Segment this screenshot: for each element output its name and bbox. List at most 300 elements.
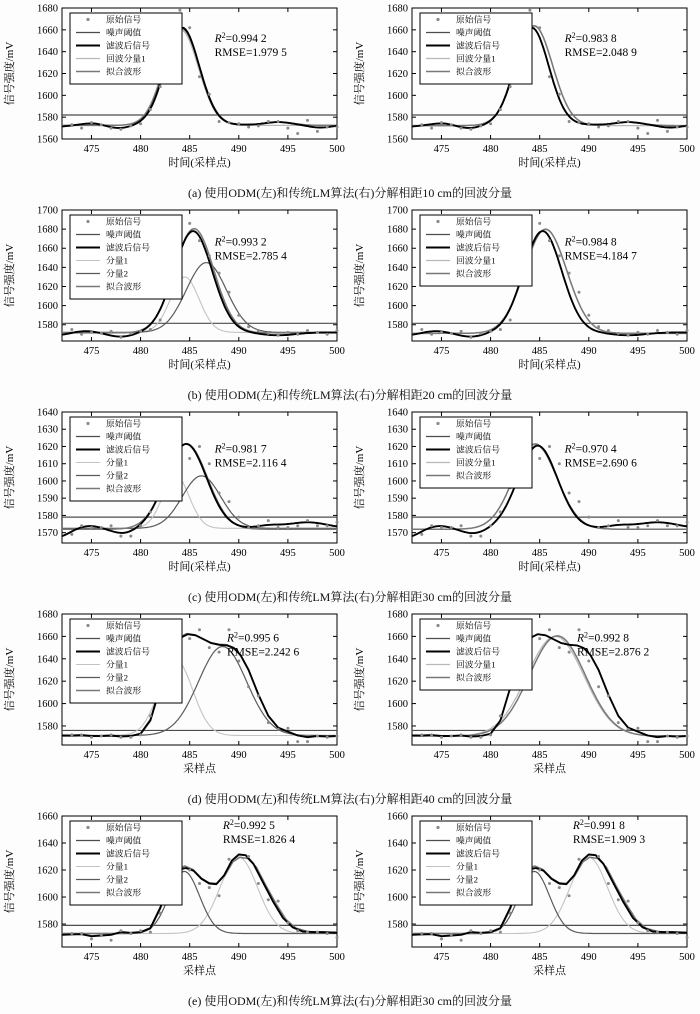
y-tick-label: 1640 xyxy=(387,407,408,419)
panel-c-right xyxy=(350,406,700,588)
scatter-point xyxy=(306,329,309,332)
x-tick-label: 490 xyxy=(230,346,247,357)
panel-d-left xyxy=(0,608,350,790)
y-tick-label: 1620 xyxy=(37,69,58,80)
legend xyxy=(70,215,182,299)
r-squared-annotation: $R^2=0.991$ 8 xyxy=(572,818,625,833)
scatter-point xyxy=(208,646,211,649)
scatter-point xyxy=(420,123,423,126)
y-tick-label: 1610 xyxy=(37,459,58,471)
legend xyxy=(70,417,182,501)
legend-label-fitted: 拟合波形 xyxy=(456,470,492,481)
y-tick-label: 1580 xyxy=(387,510,408,522)
legend xyxy=(420,13,532,84)
scatter-point xyxy=(548,628,551,631)
legend-label-comp1: 分量1 xyxy=(456,861,478,872)
y-tick-label: 1640 xyxy=(387,262,408,274)
y-tick-label: 1600 xyxy=(387,699,408,711)
y-tick-label: 1660 xyxy=(37,243,58,255)
scatter-point xyxy=(430,127,433,130)
scatter-point xyxy=(198,882,201,885)
scatter-point xyxy=(100,933,103,936)
x-tick-label: 485 xyxy=(181,750,198,761)
x-tick-label: 490 xyxy=(230,548,247,559)
scatter-point xyxy=(666,524,669,527)
scatter-point xyxy=(218,651,221,654)
legend-marker-original xyxy=(86,18,89,21)
scatter-point xyxy=(420,533,423,536)
scatter-point xyxy=(247,526,250,529)
scatter-point xyxy=(499,328,502,331)
y-tick-label: 1600 xyxy=(37,476,58,488)
scatter-point xyxy=(80,524,83,527)
scatter-point xyxy=(100,735,103,738)
x-tick-label: 475 xyxy=(83,750,100,761)
x-tick-label: 490 xyxy=(230,952,247,963)
y-tick-label: 1640 xyxy=(387,47,408,59)
legend-label-original: 原始信号 xyxy=(106,216,142,227)
scatter-point xyxy=(336,735,339,738)
panel-e-left xyxy=(0,810,350,992)
x-tick-label: 495 xyxy=(630,548,646,559)
y-tick-label: 1620 xyxy=(37,281,58,293)
scatter-point xyxy=(499,108,502,111)
legend-label-threshold: 噪声阈值 xyxy=(106,27,142,38)
x-tick-label: 495 xyxy=(280,750,296,761)
scatter-point xyxy=(247,325,250,328)
scatter-point xyxy=(607,124,610,127)
r-squared-annotation: $R^2=0.970$ 4 xyxy=(564,441,617,456)
scatter-point xyxy=(149,328,152,331)
y-tick-label: 1580 xyxy=(37,721,58,733)
scatter-point xyxy=(558,462,561,465)
legend-label-fitted: 拟合波形 xyxy=(106,483,142,494)
legend-label-fitted: 拟合波形 xyxy=(456,672,492,683)
y-tick-label: 1630 xyxy=(387,424,408,436)
scatter-point xyxy=(100,123,103,126)
scatter-point xyxy=(597,126,600,129)
x-tick-label: 475 xyxy=(83,144,100,155)
x-tick-label: 480 xyxy=(132,750,149,761)
rmse-annotation: RMSE=2.690 6 xyxy=(564,457,637,470)
rmse-annotation: RMSE=4.184 7 xyxy=(564,250,637,263)
legend-marker-original xyxy=(436,220,439,223)
scatter-point xyxy=(110,524,113,527)
y-tick-label: 1660 xyxy=(37,631,58,643)
scatter-point xyxy=(538,637,541,640)
scatter-point xyxy=(568,120,571,123)
legend-label-original: 原始信号 xyxy=(106,14,142,25)
legend-label-fitted: 拟合波形 xyxy=(106,281,142,292)
y-tick-label: 1660 xyxy=(37,811,58,823)
y-tick-label: 1580 xyxy=(387,112,408,124)
scatter-point xyxy=(306,740,309,743)
scatter-point xyxy=(257,694,260,697)
scatter-point xyxy=(607,329,610,332)
scatter-point xyxy=(316,735,319,738)
legend-label-echo1: 回波分量1 xyxy=(456,457,496,468)
scatter-point xyxy=(198,628,201,631)
legend-label-comp1: 分量1 xyxy=(106,457,128,468)
x-axis-label: 采样点 xyxy=(533,965,566,977)
scatter-point xyxy=(80,733,83,736)
scatter-point xyxy=(607,694,610,697)
x-tick-label: 490 xyxy=(230,144,247,155)
legend-label-filtered: 滤波后信号 xyxy=(106,242,150,253)
scatter-point xyxy=(538,457,541,460)
rmse-annotation: RMSE=2.242 6 xyxy=(227,646,300,659)
scatter-point xyxy=(336,329,339,332)
y-tick-label: 1600 xyxy=(37,301,58,313)
x-tick-label: 475 xyxy=(433,346,450,357)
x-tick-label: 475 xyxy=(433,144,450,155)
scatter-point xyxy=(159,319,162,322)
scatter-point xyxy=(548,445,551,448)
x-tick-label: 500 xyxy=(329,144,345,155)
scatter-point xyxy=(208,462,211,465)
scatter-point xyxy=(80,127,83,130)
legend-marker-original xyxy=(436,422,439,425)
scatter-point xyxy=(149,108,152,111)
r-squared-annotation: $R^2=0.992$ 8 xyxy=(577,630,630,645)
scatter-point xyxy=(499,931,502,934)
legend-label-original: 原始信号 xyxy=(106,418,142,429)
y-tick-label: 1570 xyxy=(37,528,58,540)
scatter-point xyxy=(70,328,73,331)
scatter-point xyxy=(489,122,492,125)
scatter-point xyxy=(306,519,309,522)
scatter-point xyxy=(159,912,162,915)
scatter-point xyxy=(617,332,620,335)
scatter-point xyxy=(469,736,472,739)
x-tick-label: 480 xyxy=(482,144,499,155)
y-tick-label: 1640 xyxy=(37,838,58,850)
scatter-point xyxy=(686,126,689,129)
x-tick-label: 495 xyxy=(280,346,296,357)
legend-label-comp1: 分量1 xyxy=(106,255,128,266)
x-tick-label: 485 xyxy=(531,750,548,761)
scatter-point xyxy=(296,524,299,527)
scatter-point xyxy=(450,332,453,335)
scatter-point xyxy=(306,931,309,934)
y-tick-label: 1580 xyxy=(37,112,58,124)
scatter-point xyxy=(538,26,541,29)
legend-label-filtered: 滤波后信号 xyxy=(456,848,500,859)
y-tick-label: 1620 xyxy=(387,69,408,80)
scatter-point xyxy=(686,521,689,524)
x-tick-label: 490 xyxy=(580,750,597,761)
x-tick-label: 490 xyxy=(580,144,597,155)
x-tick-label: 475 xyxy=(83,346,100,357)
scatter-point xyxy=(469,929,472,932)
scatter-point xyxy=(568,651,571,654)
scatter-point xyxy=(208,254,211,257)
scatter-point xyxy=(499,714,502,717)
scatter-point xyxy=(208,886,211,889)
scatter-point xyxy=(188,869,191,872)
caption-e: (e) 使用ODM(左)和传统LM算法(右)分解相距30 cm的回波分量 xyxy=(188,994,512,1008)
scatter-point xyxy=(440,121,443,124)
scatter-point xyxy=(430,333,433,336)
scatter-point xyxy=(656,329,659,332)
scatter-point xyxy=(336,521,339,524)
scatter-point xyxy=(110,330,113,333)
legend xyxy=(420,821,532,905)
scatter-point xyxy=(646,929,649,932)
scatter-point xyxy=(277,120,280,123)
x-tick-label: 485 xyxy=(531,346,548,357)
scatter-point xyxy=(188,457,191,460)
scatter-point xyxy=(440,736,443,739)
scatter-point xyxy=(430,733,433,736)
y-tick-label: 1680 xyxy=(37,224,58,236)
scatter-point xyxy=(578,500,581,503)
r-squared-annotation: $R^2=0.984$ 8 xyxy=(564,234,617,249)
scatter-point xyxy=(597,325,600,328)
legend-label-fitted: 拟合波形 xyxy=(456,268,492,279)
x-tick-label: 485 xyxy=(531,144,548,155)
legend-label-threshold: 噪声阈值 xyxy=(106,431,142,442)
rmse-annotation: RMSE=1.979 5 xyxy=(214,47,287,60)
scatter-point xyxy=(90,736,93,739)
panel-b-right xyxy=(350,204,700,386)
x-tick-label: 480 xyxy=(132,952,149,963)
scatter-point xyxy=(237,660,240,663)
legend-label-comp2: 分量2 xyxy=(456,874,478,885)
scatter-point xyxy=(139,524,142,527)
x-tick-label: 490 xyxy=(580,952,597,963)
scatter-point xyxy=(430,524,433,527)
y-tick-label: 1700 xyxy=(37,205,58,217)
scatter-point xyxy=(587,660,590,663)
scatter-point xyxy=(499,511,502,514)
scatter-point xyxy=(296,929,299,932)
scatter-point xyxy=(686,329,689,332)
scatter-point xyxy=(509,85,512,88)
y-axis-label: 信号强度/mV xyxy=(4,849,16,914)
x-tick-label: 495 xyxy=(280,952,296,963)
scatter-point xyxy=(420,733,423,736)
legend-label-threshold: 噪声阈值 xyxy=(106,633,142,644)
scatter-point xyxy=(336,936,339,939)
scatter-point xyxy=(336,126,339,129)
scatter-point xyxy=(247,685,250,688)
scatter-point xyxy=(627,728,630,731)
scatter-point xyxy=(257,124,260,127)
scatter-point xyxy=(70,533,73,536)
scatter-point xyxy=(247,855,250,858)
caption-c: (c) 使用ODM(左)和传统LM算法(右)分解相距30 cm的回波分量 xyxy=(188,590,512,604)
scatter-point xyxy=(316,331,319,334)
scatter-point xyxy=(587,314,590,317)
y-axis-label: 信号强度/mV xyxy=(354,41,366,106)
y-tick-label: 1660 xyxy=(387,25,408,37)
scatter-point xyxy=(159,85,162,88)
x-tick-label: 480 xyxy=(482,548,499,559)
x-tick-label: 480 xyxy=(482,346,499,357)
panel-c-left xyxy=(0,406,350,588)
legend-label-comp1: 分量1 xyxy=(106,861,128,872)
y-tick-label: 1610 xyxy=(387,459,408,471)
scatter-point xyxy=(149,714,152,717)
scatter-point xyxy=(119,128,122,131)
legend-label-original: 原始信号 xyxy=(456,14,492,25)
scatter-point xyxy=(100,332,103,335)
scatter-point xyxy=(666,735,669,738)
legend-label-original: 原始信号 xyxy=(456,418,492,429)
scatter-point xyxy=(676,126,679,129)
scatter-point xyxy=(636,331,639,334)
scatter-point xyxy=(489,733,492,736)
scatter-point xyxy=(469,336,472,339)
scatter-point xyxy=(139,330,142,333)
y-axis-label: 信号强度/mV xyxy=(354,647,366,712)
scatter-point xyxy=(149,511,152,514)
scatter-point xyxy=(237,314,240,317)
legend-label-comp2: 分量2 xyxy=(106,470,128,481)
scatter-point xyxy=(286,127,289,130)
scatter-point xyxy=(489,330,492,333)
x-tick-label: 490 xyxy=(580,548,597,559)
x-axis-label: 时间(采样点) xyxy=(168,157,231,169)
y-tick-label: 1640 xyxy=(37,262,58,274)
scatter-point xyxy=(129,535,132,538)
legend-label-comp2: 分量2 xyxy=(106,672,128,683)
legend-label-comp2: 分量2 xyxy=(106,268,128,279)
y-tick-label: 1620 xyxy=(37,676,58,688)
scatter-point xyxy=(218,894,221,897)
y-tick-label: 1620 xyxy=(387,281,408,293)
scatter-point xyxy=(119,336,122,339)
y-tick-label: 1660 xyxy=(37,25,58,37)
scatter-point xyxy=(228,121,231,124)
y-tick-label: 1560 xyxy=(387,134,408,146)
x-tick-label: 475 xyxy=(433,548,450,559)
scatter-point xyxy=(479,124,482,127)
scatter-point xyxy=(558,886,561,889)
scatter-point xyxy=(267,120,270,123)
scatter-point xyxy=(538,869,541,872)
legend xyxy=(70,821,182,905)
scatter-point xyxy=(218,272,221,275)
legend-label-filtered: 滤波后信号 xyxy=(106,40,150,51)
scatter-point xyxy=(460,939,463,942)
y-tick-label: 1580 xyxy=(37,510,58,522)
x-axis-label: 时间(采样点) xyxy=(518,561,581,573)
scatter-point xyxy=(110,127,113,130)
scatter-point xyxy=(627,334,630,337)
legend-label-fitted: 拟合波形 xyxy=(106,685,142,696)
legend-label-original: 原始信号 xyxy=(456,620,492,631)
panel-a-left xyxy=(0,2,350,184)
scatter-point xyxy=(686,735,689,738)
x-tick-label: 475 xyxy=(83,952,100,963)
scatter-point xyxy=(100,526,103,529)
scatter-point xyxy=(119,736,122,739)
x-axis-label: 时间(采样点) xyxy=(168,359,231,371)
scatter-point xyxy=(676,932,679,935)
y-axis-label: 信号强度/mV xyxy=(4,41,16,106)
scatter-point xyxy=(450,526,453,529)
x-tick-label: 495 xyxy=(280,548,296,559)
legend-label-fitted: 拟合波形 xyxy=(106,66,142,77)
scatter-point xyxy=(110,939,113,942)
scatter-point xyxy=(479,332,482,335)
scatter-point xyxy=(460,127,463,130)
scatter-point xyxy=(676,736,679,739)
y-tick-label: 1640 xyxy=(37,407,58,419)
scatter-point xyxy=(607,882,610,885)
scatter-point xyxy=(267,332,270,335)
scatter-point xyxy=(247,126,250,129)
y-tick-label: 1590 xyxy=(387,493,408,505)
scatter-point xyxy=(267,898,270,901)
scatter-point xyxy=(479,736,482,739)
scatter-point xyxy=(420,932,423,935)
y-tick-label: 1640 xyxy=(37,654,58,666)
scatter-point xyxy=(267,519,270,522)
scatter-point xyxy=(548,75,551,78)
scatter-point xyxy=(198,445,201,448)
scatter-point xyxy=(460,733,463,736)
y-tick-label: 1660 xyxy=(387,811,408,823)
scatter-point xyxy=(218,120,221,123)
scatter-point xyxy=(139,929,142,932)
x-tick-label: 490 xyxy=(230,750,247,761)
scatter-point xyxy=(430,932,433,935)
legend-label-echo1: 回波分量1 xyxy=(456,255,496,266)
scatter-point xyxy=(129,124,132,127)
y-tick-label: 1600 xyxy=(37,90,58,102)
scatter-point xyxy=(129,932,132,935)
scatter-point xyxy=(228,858,231,861)
rmse-annotation: RMSE=2.048 9 xyxy=(564,47,637,60)
scatter-point xyxy=(188,637,191,640)
scatter-point xyxy=(666,130,669,133)
x-tick-label: 500 xyxy=(679,548,695,559)
scatter-point xyxy=(587,516,590,519)
legend-label-echo1: 回波分量1 xyxy=(456,53,496,64)
scatter-point xyxy=(656,931,659,934)
y-tick-label: 1640 xyxy=(37,47,58,59)
legend-label-echo1: 回波分量1 xyxy=(456,659,496,670)
x-tick-label: 495 xyxy=(630,952,646,963)
scatter-point xyxy=(208,93,211,96)
y-tick-label: 1630 xyxy=(37,424,58,436)
r-squared-annotation: $R^2=0.994$ 2 xyxy=(214,31,267,46)
legend-label-original: 原始信号 xyxy=(106,620,142,631)
y-tick-label: 1680 xyxy=(37,3,58,15)
x-tick-label: 480 xyxy=(482,952,499,963)
r-squared-annotation: $R^2=0.992$ 5 xyxy=(222,818,275,833)
legend-label-threshold: 噪声阈值 xyxy=(456,27,492,38)
x-tick-label: 500 xyxy=(329,548,345,559)
x-tick-label: 500 xyxy=(329,750,345,761)
y-tick-label: 1680 xyxy=(387,3,408,15)
x-tick-label: 500 xyxy=(679,750,695,761)
y-tick-label: 1620 xyxy=(387,441,408,453)
scatter-point xyxy=(90,331,93,334)
scatter-point xyxy=(607,524,610,527)
scatter-point xyxy=(70,733,73,736)
x-tick-label: 485 xyxy=(181,952,198,963)
legend-label-fitted: 拟合波形 xyxy=(456,887,492,898)
scatter-point xyxy=(636,921,639,924)
scatter-point xyxy=(90,937,93,940)
legend xyxy=(420,417,532,488)
legend-label-fitted: 拟合波形 xyxy=(456,66,492,77)
scatter-point xyxy=(80,333,83,336)
